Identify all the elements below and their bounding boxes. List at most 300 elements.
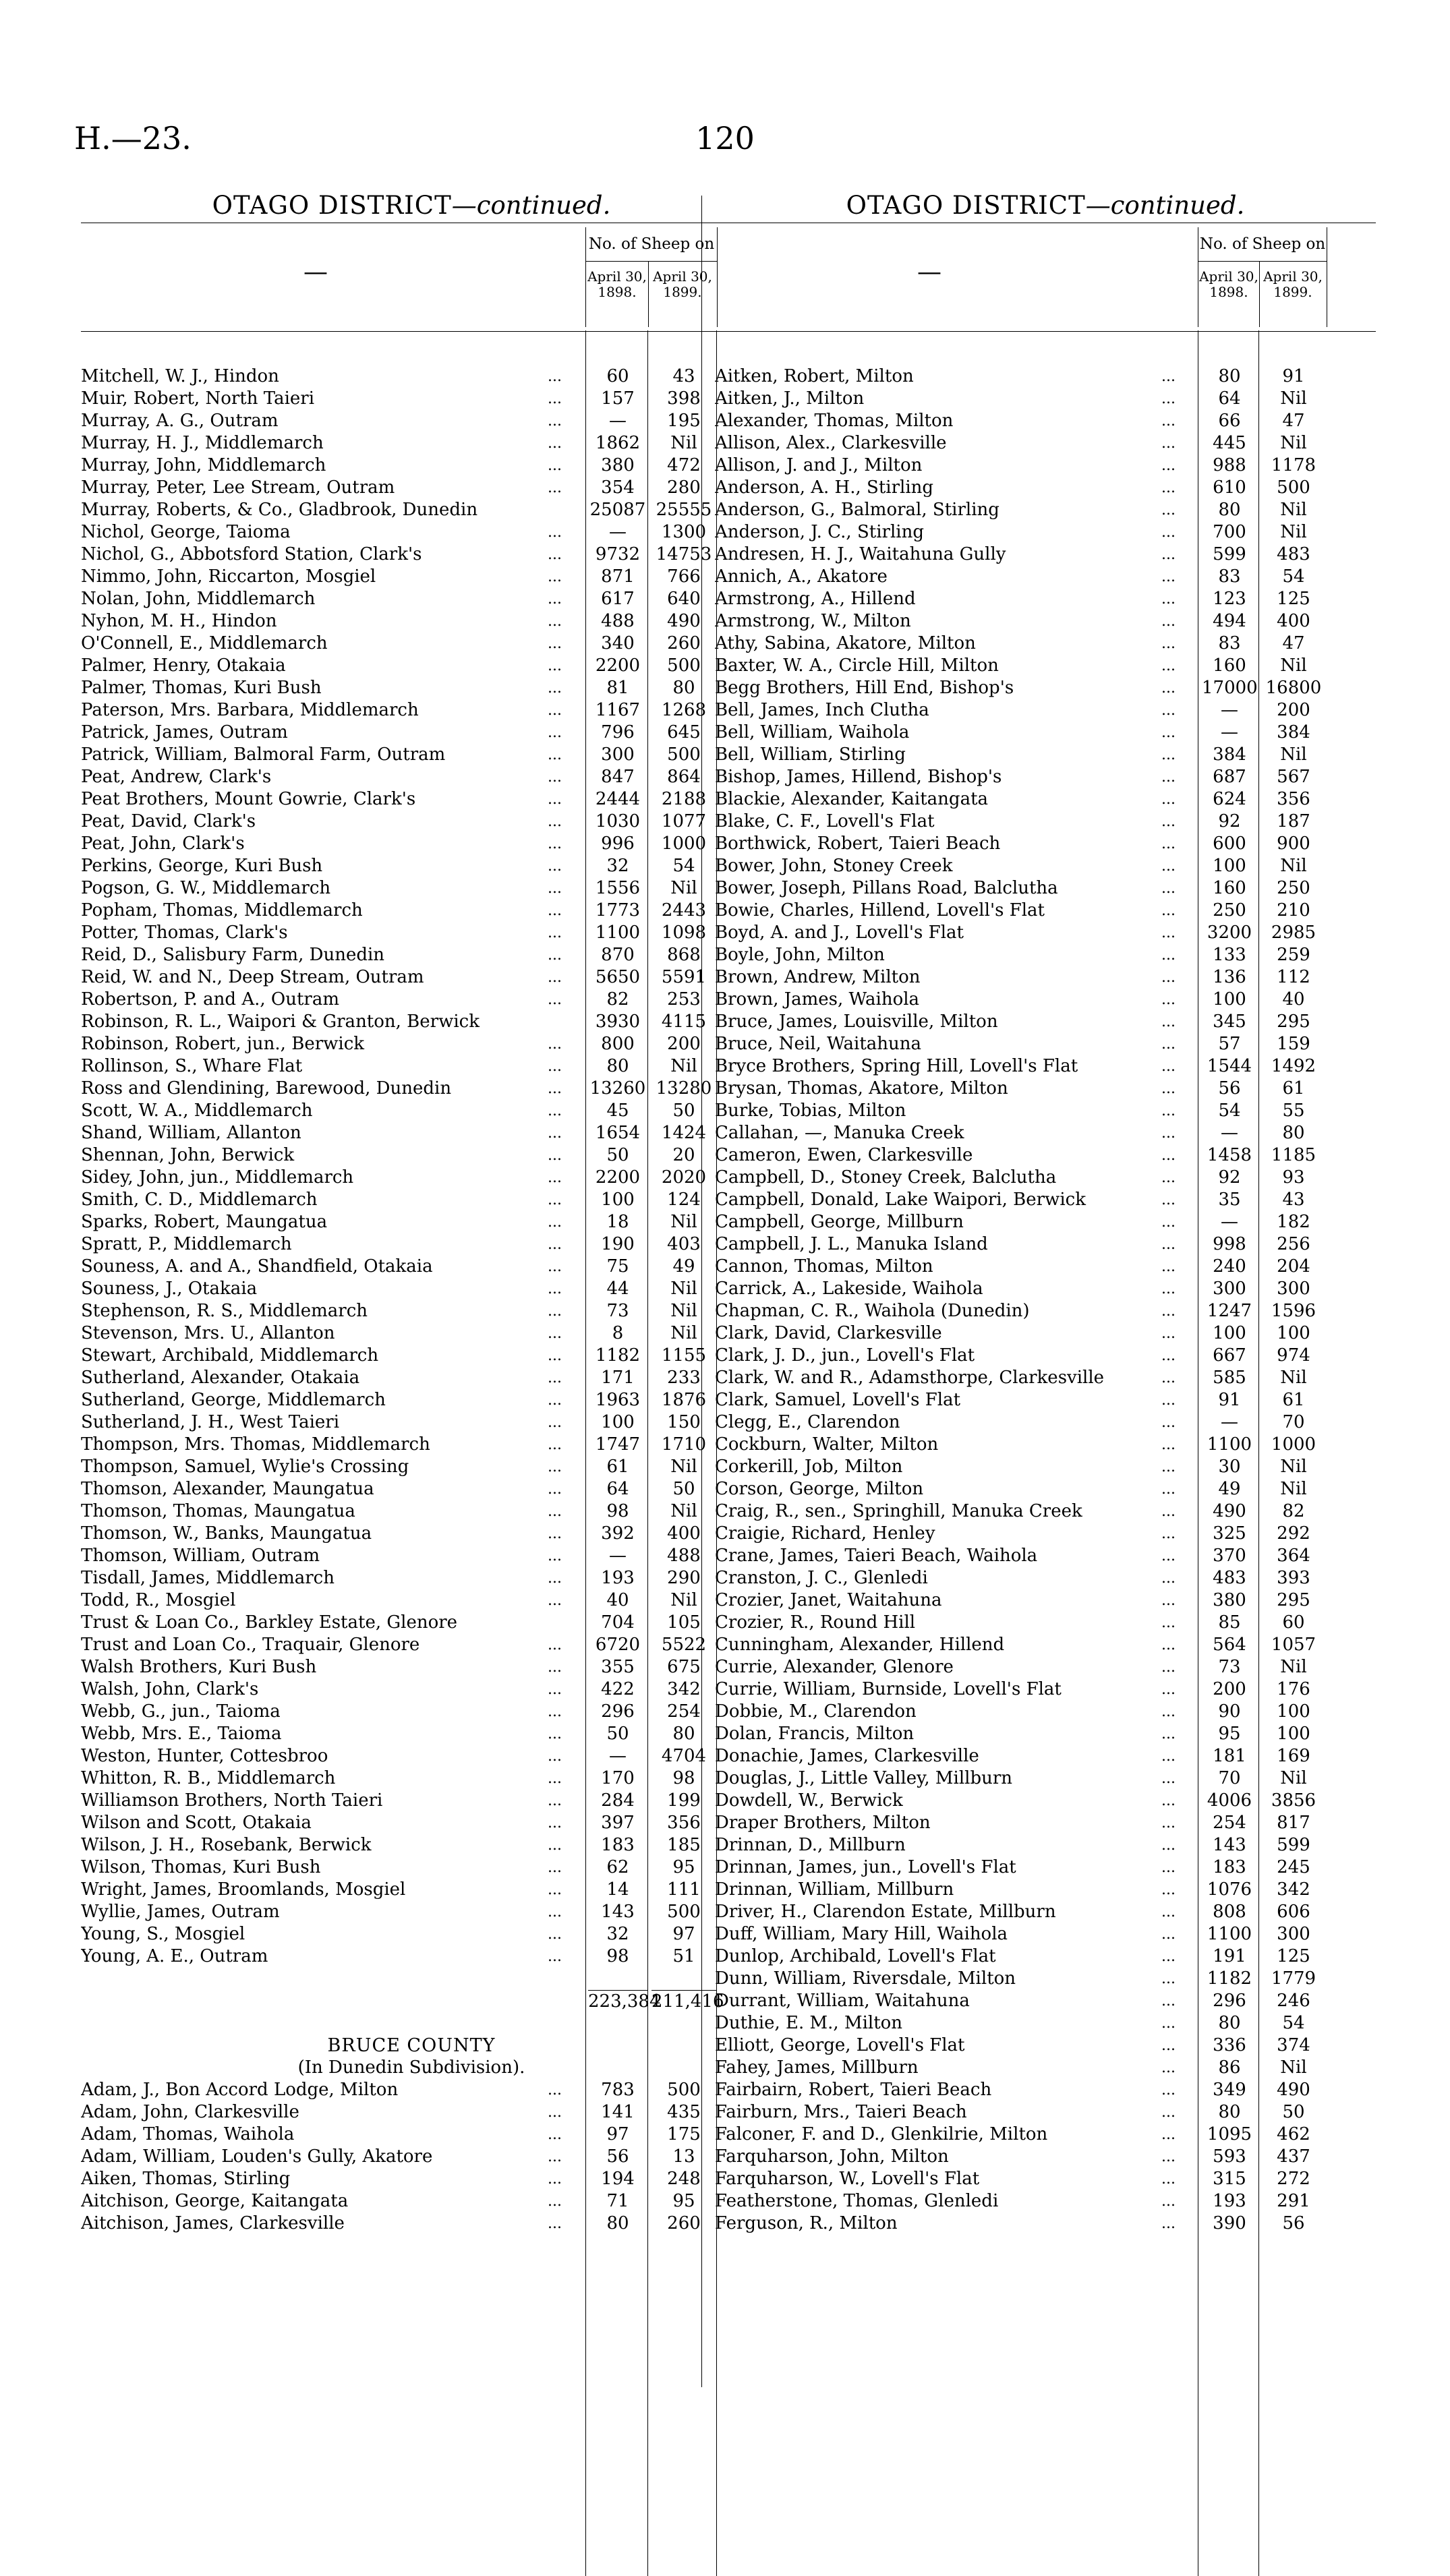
table-row bbox=[715, 2190, 1376, 2213]
table-row bbox=[81, 1879, 742, 1901]
leader-dots: ... bbox=[1161, 2015, 1176, 2032]
table-row bbox=[715, 388, 1376, 410]
sheep-1898: 808 bbox=[1213, 1902, 1246, 1922]
sheep-1899: 472 bbox=[667, 455, 701, 475]
right-column bbox=[715, 189, 1376, 2235]
leader-dots: ... bbox=[1161, 991, 1176, 1008]
leader-dots: ... bbox=[548, 457, 562, 474]
owner-name: O'Connell, E., Middlemarch bbox=[81, 633, 328, 653]
table-row bbox=[715, 855, 1376, 877]
sheep-1899: 500 bbox=[667, 744, 701, 765]
leader-dots: ... bbox=[548, 1548, 562, 1564]
owner-name: Farquharson, John, Milton bbox=[715, 2146, 949, 2167]
sheep-1899: Nil bbox=[670, 1279, 697, 1299]
owner-name: Armstrong, A., Hillend bbox=[715, 589, 916, 609]
owner-name: Aitken, J., Milton bbox=[715, 388, 865, 409]
owner-name: Aitchison, George, Kaitangata bbox=[81, 2191, 349, 2211]
sheep-1899: 2020 bbox=[661, 1167, 707, 1188]
section-subheading: (In Dunedin Subdivision). bbox=[297, 2057, 525, 2078]
leader-dots: ... bbox=[1161, 546, 1176, 563]
sheep-1898: 30 bbox=[1218, 1457, 1241, 1477]
table-row bbox=[81, 1812, 742, 1834]
sheep-1899: 13 bbox=[672, 2146, 695, 2167]
owner-name: Sidey, John, jun., Middlemarch bbox=[81, 1167, 354, 1188]
sheep-1898: 488 bbox=[601, 611, 635, 631]
owner-name: Webb, Mrs. E., Taioma bbox=[81, 1724, 282, 1744]
sheep-1899: Nil bbox=[1280, 1457, 1307, 1477]
owner-name: Aiken, Thomas, Stirling bbox=[81, 2169, 291, 2189]
table-row bbox=[81, 1211, 742, 1233]
owner-name: Webb, G., jun., Taioma bbox=[81, 1701, 281, 1722]
sheep-1899: Nil bbox=[1280, 856, 1307, 876]
sheep-1898: 355 bbox=[601, 1657, 635, 1677]
table-row bbox=[715, 1367, 1376, 1389]
table-row bbox=[715, 410, 1376, 432]
sheep-1899: 111 bbox=[667, 1879, 701, 1900]
sheep-1898: 60 bbox=[606, 366, 629, 386]
leader-dots: ... bbox=[548, 1748, 562, 1765]
owner-name: Fairbairn, Robert, Taieri Beach bbox=[715, 2080, 992, 2100]
leader-dots: ... bbox=[548, 836, 562, 852]
sheep-1898: 1247 bbox=[1207, 1301, 1252, 1321]
sheep-1899: 246 bbox=[1277, 1991, 1310, 2011]
owner-name: Nyhon, M. H., Hindon bbox=[81, 611, 277, 631]
table-row bbox=[715, 477, 1376, 499]
owner-name: Rollinson, S., Whare Flat bbox=[81, 1056, 303, 1076]
sheep-1899: 900 bbox=[1277, 833, 1310, 854]
owner-name: Young, A. E., Outram bbox=[81, 1946, 268, 1966]
table-row bbox=[715, 1144, 1376, 1167]
sheep-1899: 50 bbox=[672, 1479, 695, 1499]
leader-dots: ... bbox=[1161, 791, 1176, 808]
sheep-1899: 54 bbox=[1282, 2013, 1305, 2033]
sheep-1899: 125 bbox=[1277, 1946, 1310, 1966]
table-row bbox=[81, 1701, 742, 1723]
leader-dots: ... bbox=[1161, 1815, 1176, 1832]
sheep-1898: 143 bbox=[601, 1902, 635, 1922]
sheep-1899: 50 bbox=[672, 1101, 695, 1121]
sheep-1898: — bbox=[609, 522, 627, 542]
owner-name: Clegg, E., Clarendon bbox=[715, 1412, 900, 1432]
sheep-1899: Nil bbox=[1280, 388, 1307, 409]
sheep-1898: 82 bbox=[606, 989, 629, 1009]
table-row bbox=[81, 722, 742, 744]
leader-dots: ... bbox=[1161, 1481, 1176, 1498]
leader-dots: ... bbox=[1161, 1548, 1176, 1564]
sheep-1898: 667 bbox=[1213, 1345, 1246, 1366]
table-row bbox=[81, 2168, 742, 2190]
right-table-header bbox=[715, 223, 1376, 332]
sheep-1899: 82 bbox=[1282, 1501, 1305, 1521]
sheep-1899: 187 bbox=[1277, 811, 1310, 831]
sheep-1898: 336 bbox=[1213, 2035, 1246, 2055]
leader-dots: ... bbox=[548, 925, 562, 941]
sheep-1899: 233 bbox=[667, 1368, 701, 1388]
sheep-1898: 240 bbox=[1213, 1256, 1246, 1277]
owner-name: Callahan, —, Manuka Creek bbox=[715, 1123, 964, 1143]
spacer bbox=[81, 2012, 742, 2035]
sheep-1898: 599 bbox=[1213, 544, 1246, 564]
sheep-1899: 51 bbox=[672, 1946, 695, 1966]
sheep-1898: 56 bbox=[1218, 1078, 1241, 1099]
table-row bbox=[715, 1456, 1376, 1478]
table-row bbox=[715, 1167, 1376, 1189]
sheep-1899: 49 bbox=[672, 1256, 695, 1277]
sheep-1899: 1492 bbox=[1271, 1056, 1316, 1076]
sheep-1898: 687 bbox=[1213, 767, 1246, 787]
table-row bbox=[81, 1901, 742, 1923]
sheep-1898: — bbox=[1221, 700, 1238, 720]
sheep-1898: 600 bbox=[1213, 833, 1246, 854]
table-row bbox=[715, 2079, 1376, 2101]
sheep-1899: 490 bbox=[667, 611, 701, 631]
sheep-1898: 9732 bbox=[595, 544, 641, 564]
sheep-1899: 5591 bbox=[661, 967, 707, 987]
owner-name: Adam, William, Louden's Gully, Akatore bbox=[81, 2146, 433, 2167]
year-1898-header: April 30, 1898. bbox=[587, 268, 647, 300]
table-row bbox=[715, 1011, 1376, 1033]
sheep-1899: 300 bbox=[1277, 1279, 1310, 1299]
sheep-1898: 5650 bbox=[595, 967, 641, 987]
sheep-1898: 250 bbox=[1213, 900, 1246, 920]
owner-name: Paterson, Mrs. Barbara, Middlemarch bbox=[81, 700, 419, 720]
owner-name: Stevenson, Mrs. U., Allanton bbox=[81, 1323, 335, 1343]
leader-dots: ... bbox=[1161, 947, 1176, 964]
leader-dots: ... bbox=[1161, 1859, 1176, 1876]
leader-dots: ... bbox=[548, 1770, 562, 1787]
table-row bbox=[81, 544, 742, 566]
sheep-1899: 483 bbox=[1277, 544, 1310, 564]
sheep-1899: 169 bbox=[1277, 1746, 1310, 1766]
sheep-group-title: No. of Sheep on bbox=[1198, 227, 1327, 262]
leader-dots: ... bbox=[1161, 1792, 1176, 1809]
owner-name: Drinnan, James, jun., Lovell's Flat bbox=[715, 1857, 1016, 1877]
table-row bbox=[81, 855, 742, 877]
owner-name: Farquharson, W., Lovell's Flat bbox=[715, 2169, 980, 2189]
leader-dots: ... bbox=[1161, 524, 1176, 541]
table-row bbox=[81, 521, 742, 544]
sheep-1899: 868 bbox=[667, 945, 701, 965]
table-row bbox=[81, 1256, 742, 1278]
table-row bbox=[715, 1634, 1376, 1656]
table-row bbox=[715, 1078, 1376, 1100]
sheep-1898: 98 bbox=[606, 1946, 629, 1966]
sheep-1899: 435 bbox=[667, 2102, 701, 2122]
owner-name: Dolan, Francis, Milton bbox=[715, 1724, 915, 1744]
leader-dots: ... bbox=[548, 1036, 562, 1053]
owner-name: Cannon, Thomas, Milton bbox=[715, 1256, 933, 1277]
owner-name: Cameron, Ewen, Clarkesville bbox=[715, 1145, 973, 1165]
sheep-1898: 190 bbox=[601, 1234, 635, 1254]
owner-name: Adam, J., Bon Accord Lodge, Milton bbox=[81, 2080, 399, 2100]
table-row bbox=[715, 722, 1376, 744]
sheep-1899: 500 bbox=[1277, 477, 1310, 498]
table-row bbox=[81, 1411, 742, 1434]
owner-name: Williamson Brothers, North Taieri bbox=[81, 1790, 383, 1811]
sheep-1898: 54 bbox=[1218, 1101, 1241, 1121]
leader-dots: ... bbox=[1161, 413, 1176, 430]
sheep-1898: 73 bbox=[1218, 1657, 1241, 1677]
owner-name: Young, S., Mosgiel bbox=[81, 1924, 245, 1944]
table-row bbox=[81, 1055, 742, 1078]
sheep-1899: 80 bbox=[672, 1724, 695, 1744]
sheep-1898: 193 bbox=[1213, 2191, 1246, 2211]
sheep-1898: 61 bbox=[606, 1457, 629, 1477]
leader-dots: ... bbox=[1161, 1948, 1176, 1965]
sheep-1898: 95 bbox=[1218, 1724, 1241, 1744]
page-reference: H.—23. bbox=[74, 120, 192, 156]
leader-dots: ... bbox=[1161, 1370, 1176, 1386]
sheep-1899: 1098 bbox=[661, 923, 707, 943]
leader-dots: ... bbox=[548, 546, 562, 563]
sheep-1899: 199 bbox=[667, 1790, 701, 1811]
sheep-1899: 245 bbox=[1277, 1857, 1310, 1877]
table-row bbox=[715, 811, 1376, 833]
sheep-1898: 315 bbox=[1213, 2169, 1246, 2189]
sheep-1899: 60 bbox=[1282, 1612, 1305, 1633]
table-row bbox=[715, 1812, 1376, 1834]
sheep-1898: 193 bbox=[601, 1568, 635, 1588]
table-row bbox=[715, 1879, 1376, 1901]
sheep-1898: 1182 bbox=[595, 1345, 641, 1366]
table-row bbox=[715, 833, 1376, 855]
sheep-1898: 2200 bbox=[595, 655, 641, 676]
sheep-1899: 1000 bbox=[661, 833, 707, 854]
leader-dots: ... bbox=[1161, 1614, 1176, 1631]
sheep-1898: 1544 bbox=[1207, 1056, 1252, 1076]
leader-dots: ... bbox=[1161, 1325, 1176, 1342]
table-row bbox=[715, 1723, 1376, 1745]
sheep-1899: 47 bbox=[1282, 411, 1305, 431]
table-row bbox=[715, 2124, 1376, 2146]
sheep-1899: 2985 bbox=[1271, 923, 1316, 943]
leader-dots: ... bbox=[1161, 724, 1176, 741]
table-row bbox=[81, 1545, 742, 1567]
leader-dots: ... bbox=[548, 1815, 562, 1832]
table-row bbox=[81, 1945, 742, 1968]
sheep-1899: 291 bbox=[1277, 2191, 1310, 2211]
sheep-1899: 384 bbox=[1277, 722, 1310, 742]
leader-dots: ... bbox=[548, 791, 562, 808]
table-row bbox=[715, 1923, 1376, 1945]
table-row bbox=[81, 1500, 742, 1523]
owner-name: Crane, James, Taieri Beach, Waihola bbox=[715, 1546, 1038, 1566]
owner-name: Ferguson, R., Milton bbox=[715, 2213, 898, 2233]
sheep-count-header bbox=[585, 227, 718, 327]
leader-dots: ... bbox=[1161, 747, 1176, 763]
sheep-1898: 64 bbox=[1218, 388, 1241, 409]
sheep-1899: 280 bbox=[667, 477, 701, 498]
table-row bbox=[715, 455, 1376, 477]
sheep-1898: 200 bbox=[1213, 1679, 1246, 1699]
table-row bbox=[715, 1233, 1376, 1256]
leader-dots: ... bbox=[548, 1080, 562, 1097]
left-table-header bbox=[81, 223, 742, 332]
sheep-1899: 43 bbox=[672, 366, 695, 386]
sheep-1898: 171 bbox=[601, 1368, 635, 1388]
leader-dots: ... bbox=[548, 1503, 562, 1520]
sheep-1898: 1100 bbox=[1207, 1434, 1252, 1455]
owner-name: Drinnan, William, Millburn bbox=[715, 1879, 954, 1900]
sheep-1899: 248 bbox=[667, 2169, 701, 2189]
sheep-1899: 1178 bbox=[1271, 455, 1316, 475]
sheep-1899: 260 bbox=[667, 633, 701, 653]
table-row bbox=[81, 966, 742, 989]
leader-dots: ... bbox=[548, 1303, 562, 1320]
leader-dots: ... bbox=[548, 2104, 562, 2121]
sheep-1898: 160 bbox=[1213, 878, 1246, 898]
leader-dots: ... bbox=[548, 947, 562, 964]
table-row bbox=[715, 2168, 1376, 2190]
sheep-1899: 1000 bbox=[1271, 1434, 1316, 1455]
leader-dots: ... bbox=[548, 1792, 562, 1809]
sheep-1898: 80 bbox=[606, 2213, 629, 2233]
owner-name: Crozier, Janet, Waitahuna bbox=[715, 1590, 942, 1610]
table-row bbox=[81, 588, 742, 610]
sheep-1898: 64 bbox=[606, 1479, 629, 1499]
sheep-1899: 250 bbox=[1277, 878, 1310, 898]
leader-dots: ... bbox=[548, 613, 562, 630]
leader-dots: ... bbox=[548, 969, 562, 986]
owner-name: Peat Brothers, Mount Gowrie, Clark's bbox=[81, 789, 416, 809]
sheep-1898: 98 bbox=[606, 1501, 629, 1521]
table-row bbox=[81, 2079, 742, 2101]
table-row bbox=[715, 989, 1376, 1011]
sheep-1899: 640 bbox=[667, 589, 701, 609]
table-row bbox=[81, 1834, 742, 1856]
sheep-1898: 593 bbox=[1213, 2146, 1246, 2167]
table-row bbox=[715, 1055, 1376, 1078]
table-row bbox=[715, 788, 1376, 811]
table-row bbox=[81, 1367, 742, 1389]
leader-dots: ... bbox=[1161, 880, 1176, 897]
leader-dots: ... bbox=[1161, 813, 1176, 830]
table-row bbox=[81, 833, 742, 855]
owner-name: Pogson, G. W., Middlemarch bbox=[81, 878, 331, 898]
sheep-1899: 295 bbox=[1277, 1012, 1310, 1032]
table-row bbox=[715, 610, 1376, 633]
leader-dots: ... bbox=[1161, 1192, 1176, 1208]
leader-dots: ... bbox=[548, 858, 562, 875]
owner-name: Bryce Brothers, Spring Hill, Lovell's Flat bbox=[715, 1056, 1078, 1076]
owner-name: Stewart, Archibald, Middlemarch bbox=[81, 1345, 379, 1366]
table-row bbox=[81, 1767, 742, 1790]
sheep-1898: 32 bbox=[606, 856, 629, 876]
table-row bbox=[715, 1745, 1376, 1767]
table-row bbox=[81, 1233, 742, 1256]
sheep-1898: — bbox=[609, 1546, 627, 1566]
sheep-1898: 143 bbox=[1213, 1835, 1246, 1855]
owner-name: Anderson, A. H., Stirling bbox=[715, 477, 934, 498]
sheep-1899: 55 bbox=[1282, 1101, 1305, 1121]
table-row bbox=[715, 1856, 1376, 1879]
sheep-1899: 260 bbox=[667, 2213, 701, 2233]
sheep-1898: 160 bbox=[1213, 655, 1246, 676]
owner-name: Trust and Loan Co., Traquair, Glenore bbox=[81, 1635, 420, 1655]
table-row bbox=[715, 1478, 1376, 1500]
leader-dots: ... bbox=[548, 1881, 562, 1898]
sheep-1898: 6720 bbox=[595, 1635, 641, 1655]
leader-dots: ... bbox=[1161, 702, 1176, 719]
sheep-1898: 254 bbox=[1213, 1813, 1246, 1833]
leader-dots: ... bbox=[1161, 1347, 1176, 1364]
table-row bbox=[715, 1345, 1376, 1367]
sheep-1899: 13280 bbox=[656, 1078, 712, 1099]
table-row bbox=[81, 1634, 742, 1656]
owner-name: Popham, Thomas, Middlemarch bbox=[81, 900, 363, 920]
leader-dots: ... bbox=[1161, 1592, 1176, 1609]
owner-name: Thompson, Samuel, Wylie's Crossing bbox=[81, 1457, 409, 1477]
sheep-1899: 567 bbox=[1277, 767, 1310, 787]
leader-dots: ... bbox=[1161, 1970, 1176, 1987]
owner-name: Aitken, Robert, Milton bbox=[715, 366, 914, 386]
leader-dots: ... bbox=[548, 591, 562, 608]
sheep-1898: 380 bbox=[601, 455, 635, 475]
leader-dots: ... bbox=[1161, 1147, 1176, 1164]
table-row bbox=[81, 1322, 742, 1345]
owner-name: Currie, Alexander, Glenore bbox=[715, 1657, 954, 1677]
sheep-1898: 100 bbox=[601, 1412, 635, 1432]
table-row bbox=[81, 1656, 742, 1678]
table-row bbox=[715, 1834, 1376, 1856]
owner-name: Scott, W. A., Middlemarch bbox=[81, 1101, 313, 1121]
sheep-1899: 400 bbox=[1277, 611, 1310, 631]
owner-name: Clark, Samuel, Lovell's Flat bbox=[715, 1390, 961, 1410]
sheep-1898: 800 bbox=[601, 1034, 635, 1054]
sheep-group-title: No. of Sheep on bbox=[586, 227, 717, 262]
table-row bbox=[715, 1767, 1376, 1790]
owner-name: Fahey, James, Millburn bbox=[715, 2057, 919, 2078]
left-column bbox=[81, 189, 742, 2235]
leader-dots: ... bbox=[548, 1904, 562, 1921]
leader-dots: ... bbox=[548, 635, 562, 652]
sheep-1899: 54 bbox=[672, 856, 695, 876]
sheep-1898: 390 bbox=[1213, 2213, 1246, 2233]
leader-dots: ... bbox=[548, 1325, 562, 1342]
leader-dots: ... bbox=[548, 1103, 562, 1119]
sheep-1898: 100 bbox=[601, 1190, 635, 1210]
sheep-1898: 183 bbox=[1213, 1857, 1246, 1877]
sheep-1899: 1185 bbox=[1271, 1145, 1316, 1165]
owner-name: Nichol, G., Abbotsford Station, Clark's bbox=[81, 544, 422, 564]
sheep-1898: 490 bbox=[1213, 1501, 1246, 1521]
owner-name: Aitchison, James, Clarkesville bbox=[81, 2213, 345, 2233]
table-row bbox=[81, 410, 742, 432]
sheep-1899: Nil bbox=[1280, 1479, 1307, 1499]
leader-dots: ... bbox=[1161, 1414, 1176, 1431]
sheep-1899: 488 bbox=[667, 1546, 701, 1566]
table-row bbox=[81, 944, 742, 966]
table-row bbox=[715, 365, 1376, 388]
sheep-1898: 92 bbox=[1218, 811, 1241, 831]
owner-name: Carrick, A., Lakeside, Waihola bbox=[715, 1279, 983, 1299]
leader-dots: ... bbox=[1161, 925, 1176, 941]
total-row bbox=[81, 1990, 742, 2012]
owner-name: Cockburn, Walter, Milton bbox=[715, 1434, 939, 1455]
leader-dots: ... bbox=[1161, 368, 1176, 385]
sheep-1899: Nil bbox=[1280, 1768, 1307, 1788]
leader-dots: ... bbox=[1161, 1169, 1176, 1186]
sheep-1899: 342 bbox=[1277, 1879, 1310, 1900]
sheep-1899: 54 bbox=[1282, 566, 1305, 587]
owner-name: Allison, J. and J., Milton bbox=[715, 455, 923, 475]
page-number: 120 bbox=[695, 120, 755, 156]
sheep-1899: 645 bbox=[667, 722, 701, 742]
sheep-1898: 100 bbox=[1213, 1323, 1246, 1343]
leader-dots: ... bbox=[1161, 1993, 1176, 2010]
sheep-1899: 91 bbox=[1282, 366, 1305, 386]
table-row bbox=[715, 655, 1376, 677]
